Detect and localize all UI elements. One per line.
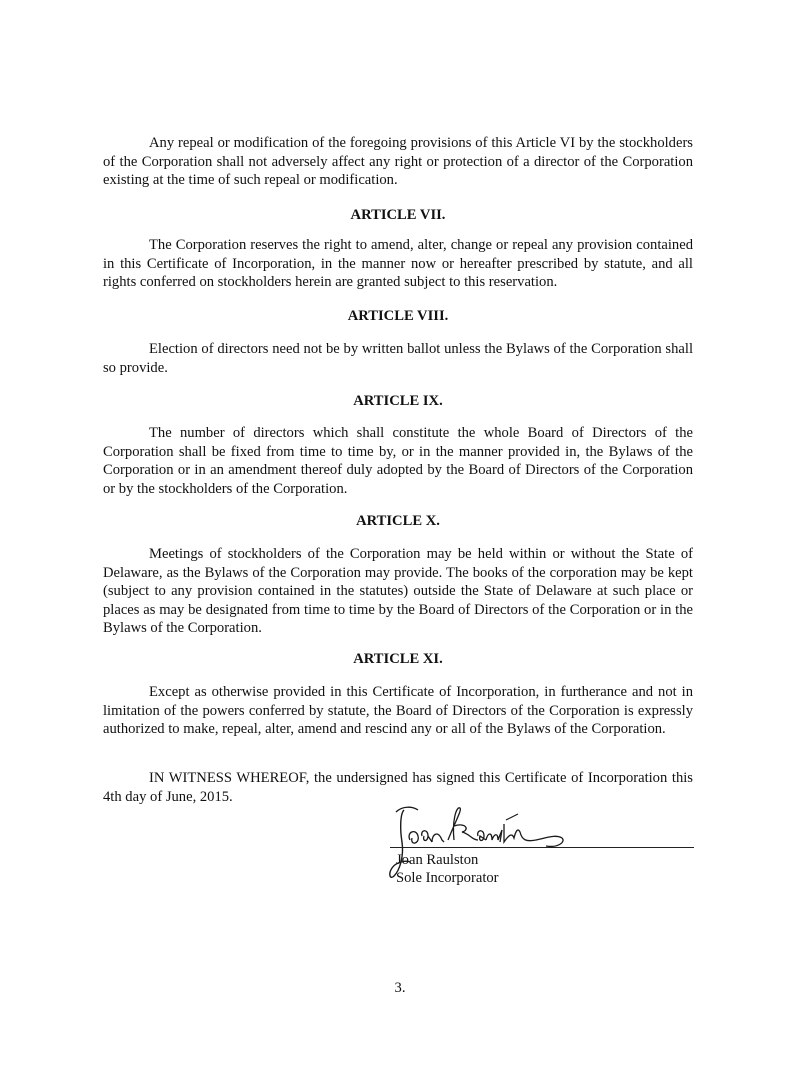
paragraph-article-vii: The Corporation reserves the right to amend, alter, change or repeal any provision contained in this Certificate of Incorporation, in the manner now or hereafter prescribed by statute, and all rights conferred on stockholders herein are granted subject to this reservation. [103,237,693,290]
paragraph-article-x: Meetings of stockholders of the Corporation may be held within or without the State of Delaware, as the Bylaws of the Corporation may provide. The books of the corporation may be kept (subject to any provision contained in the statutes) outside the State of Delaware at such place or places as may be designated from time to time by the Board of Directors of the Corporation or in the Bylaws of the Corporation. [103,546,693,636]
paragraph-article-vi-repeal: Any repeal or modification of the foregoing provisions of this Article VI by the stockholders of the Corporation shall not adversely affect any right or protection of a director of the Corporation existing at the time of such repeal or modification. [103,135,693,188]
signer-title: Sole Incorporator [396,870,499,886]
paragraph-witness: IN WITNESS WHEREOF, the undersigned has signed this Certificate of Incorporation this 4th day of June, 2015. [103,770,693,805]
signature-line [390,847,694,848]
heading-article-ix: ARTICLE IX. [353,393,443,409]
paragraph-article-viii: Election of directors need not be by written ballot unless the Bylaws of the Corporation shall so provide. [103,341,693,376]
heading-article-xi: ARTICLE XI. [353,651,443,667]
signature-block [386,800,696,890]
heading-article-vii: ARTICLE VII. [350,207,446,223]
paragraph-article-xi: Except as otherwise provided in this Certificate of Incorporation, in furtherance and not in limitation of the powers conferred by statute, the Board of Directors of the Corporation is expressly authorized to make, repeal, alter, amend and rescind any or all of the Bylaws of the Corporation. [103,684,693,737]
heading-article-viii: ARTICLE VIII. [347,308,449,324]
paragraph-article-ix: The number of directors which shall constitute the whole Board of Directors of the Corporation shall be fixed from time to time by, or in the manner provided in, the Bylaws of the Corporation or in an amendment thereof duly adopted by the Board of Directors of the Corporation or by the stockholders of the Corporation. [103,425,693,497]
signer-name: Joan Raulston [396,852,479,868]
page-number: 3. [394,980,406,996]
heading-article-x: ARTICLE X. [356,513,440,529]
